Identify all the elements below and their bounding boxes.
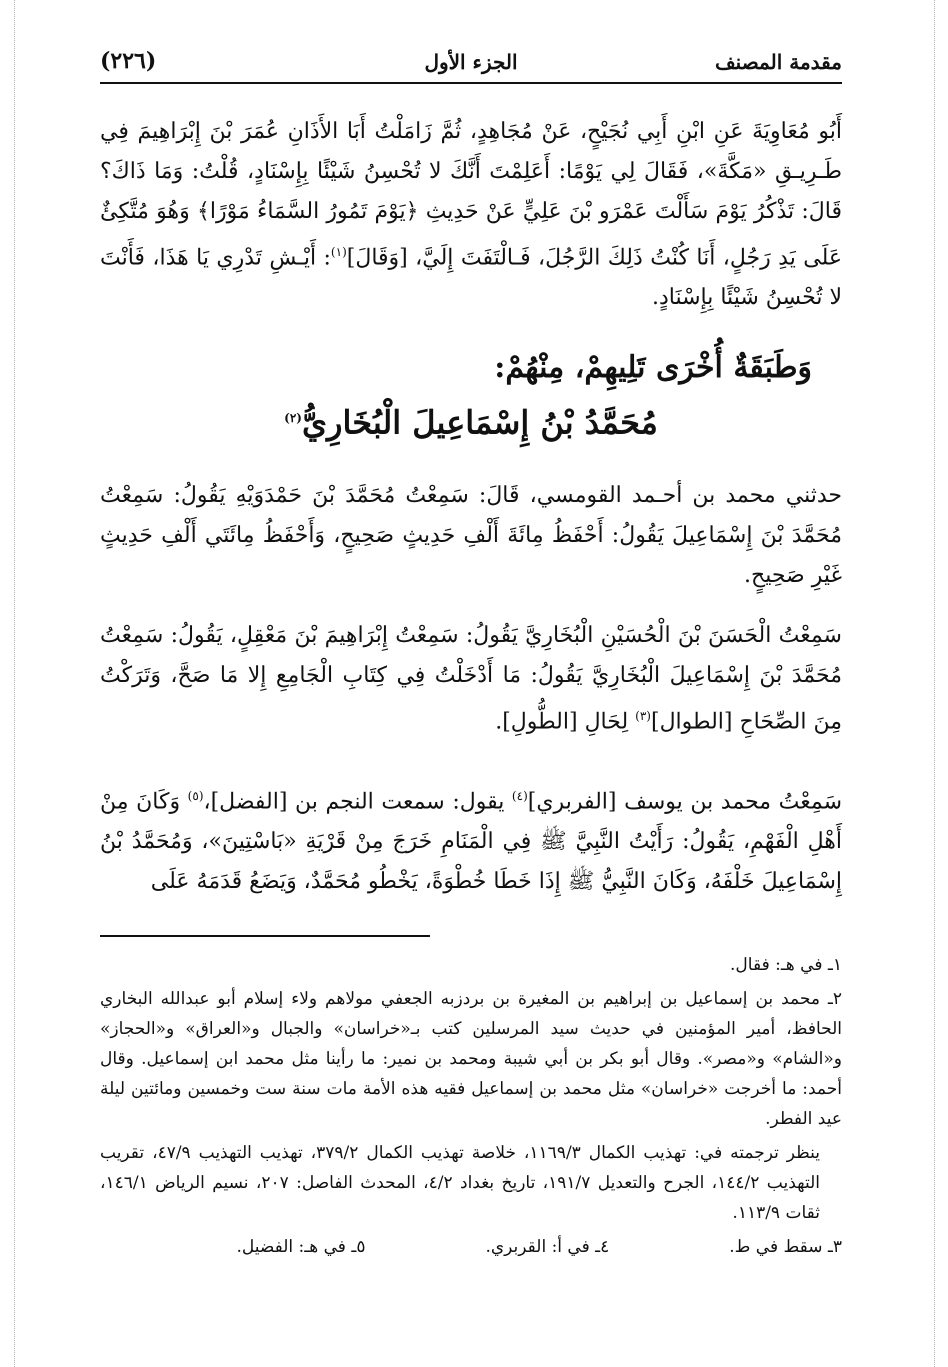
footnote-ref-1: (١)	[330, 245, 347, 259]
page-number: (٢٢٦)	[100, 48, 157, 74]
paragraph-4-part2: يقول: سمعت النجم بن [الفضل]،	[203, 789, 512, 815]
left-margin-dots	[14, 0, 15, 1367]
volume-title: الجزء الأول	[424, 50, 518, 74]
section-heading: وَطَبَقَةٌ أُخْرَى تَلِيهِمْ، مِنْهُمْ:	[494, 350, 812, 385]
paragraph-1-text: أَبُو مُعَاوِيَةَ عَنِ ابْنِ أَبِي نُجَيْحٍ، عَنْ مُجَاهِدٍ، ثُمَّ زَامَلْتُ أَبَا الأَذَانِ عُمَرَ بْنَ إِبْرَاهِيمَ فِي طَـرِيـقِ «مَكَّةَ»، فَقَالَ لِي يَوْمًا: أَعَلِمْتَ أَنَّكَ لا تُحْسِنُ شَيْئًا بِإِسْنَادٍ، قُلْتُ: وَمَا ذَاكَ؟ قَالَ: تَذْكُرُ يَوْمَ سَأَلْتَ عَمْرَو بْنَ عَلِيٍّ عَنْ حَدِيثِ ﴿يَوْمَ تَمُورُ السَّمَاءُ مَوْرًا﴾ وَهُوَ مُتَّكِئٌ عَلَى يَدِ رَجُلٍ، أَنَا كُنْتُ ذَلِكَ الرَّجُلَ، فَـالْتَفَتَ إِلَيَّ، [وَقَالَ]	[100, 119, 842, 271]
person-heading-text: مُحَمَّدُ بْنُ إِسْمَاعِيلَ الْبُخَارِيُّ	[301, 403, 658, 442]
footnote-ref-4: (٤)	[511, 789, 528, 803]
footnote-5: ٥ـ في هـ: الفضيل.	[236, 1237, 366, 1257]
paragraph-4	[100, 776, 842, 902]
footnote-1: ١ـ في هـ: فقال.	[730, 955, 842, 975]
footnote-2-sources: ينظر ترجمته في: تهذيب الكمال ١١٦٩/٣، خلاصة تهذيب الكمال ٣٧٩/٢، تهذيب التهذيب ٤٧/٩، تقريب التهذيب ١٤٤/٢، الجرح والتعديل ١٩١/٧، تاريخ بغداد ٤/٢، المحدث الفاصل: ٢٠٧، نسيم الرياض ١٤٦/١، ثقات ١١٣/٩.	[100, 1143, 820, 1223]
footnote-3: ٣ـ سقط في ط.	[729, 1237, 842, 1257]
footnote-row	[100, 1232, 842, 1262]
footnote-ref-5: (٥)	[187, 789, 204, 803]
header-rule	[100, 82, 842, 84]
footnote-ref-3: (٣)	[635, 709, 651, 723]
paragraph-3-text: سَمِعْتُ الْحَسَنَ بْنَ الْحُسَيْنِ الْبُخَارِيَّ يَقُولُ: سَمِعْتُ إِبْرَاهِيمَ بْنَ مَعْقِلٍ، يَقُولُ: سَمِعْتُ مُحَمَّدَ بْنَ إِسْمَاعِيلَ الْبُخَارِيَّ يَقُولُ: مَا أَدْخَلْتُ فِي كِتَابِ الْجَامِعِ إِلا مَا صَحَّ، وَتَرَكْتُ مِنَ الصِّحَاحِ [الطوال]	[100, 623, 842, 735]
paragraph-4-part1: سَمِعْتُ محمد بن يوسف [الفربري]	[527, 789, 843, 815]
footnote-ref-2: (٢)	[284, 411, 302, 425]
paragraph-2: حدثني محمد بن أحـمد القومسي، قَالَ: سَمِعْتُ مُحَمَّدَ بْنَ حَمْدَوَيْهِ يَقُولُ: سَمِعْتُ مُحَمَّدَ بْنَ إِسْمَاعِيلَ يَقُولُ: أَحْفَظُ مِائَةَ أَلْفِ حَدِيثٍ صَحِيحٍ، وَأَحْفَظُ مِائَتَي أَلْفِ حَدِيثٍ غَيْرِ صَحِيحٍ.	[100, 483, 842, 588]
footnotes	[100, 950, 842, 1266]
section-title: مقدمة المصنف	[714, 50, 842, 74]
paragraph-3-tail: لِحَالِ [الطُّولِ].	[495, 709, 636, 735]
right-margin-dots	[934, 0, 935, 1367]
paragraph-4-part3: وَكَانَ مِنْ أَهْلِ الْفَهْمِ، يَقُولُ: رَأَيْتُ النَّبِيَّ ﷺ فِي الْمَنَامِ خَرَجَ مِنْ قَرْيَةِ «بَاسْتِينَ»، وَمُحَمَّدُ بْنُ إِسْمَاعِيلَ خَلْفَهُ، وَكَانَ النَّبِيُّ ﷺ إِذَا خَطَا خُطْوَةً، يَخْطُو مُحَمَّدٌ، وَيَضَعُ قَدَمَهُ عَلَى	[100, 789, 842, 895]
paragraph-1-tail: : أَيْـشِ تَدْرِي يَا هَذَا، فَأَنْتَ لا تُحْسِنُ شَيْئًا بِإِسْنَادٍ.	[100, 245, 842, 311]
footnote-rule	[100, 935, 430, 937]
running-header	[100, 46, 842, 86]
footnote-4: ٤ـ في أ: القربري.	[485, 1237, 610, 1257]
paragraph-1	[100, 112, 842, 318]
footnote-2: ٢ـ محمد بن إسماعيل بن إبراهيم بن المغيرة بن بردزبه الجعفي مولاهم ولاء إسلام أبو عبدالله البخاري الحافظ، أمير المؤمنين في حديث سيد المرسلين كتب بـ«خراسان» والجبال و«العراق» و«الحجاز» و«الشام» و«مصر». وقال أبو بكر بن أبي شيبة ومحمد بن نمير: ما رأينا مثل محمد ابن إسماعيل. وقال أحمد: ما أخرجت «خراسان» مثل محمد بن إسماعيل فقيه هذه الأمة مات سنة ست وخمسين ومائتين ليلة عيد الفطر.	[100, 989, 842, 1129]
person-heading	[100, 396, 842, 445]
paragraph-3	[100, 616, 842, 742]
